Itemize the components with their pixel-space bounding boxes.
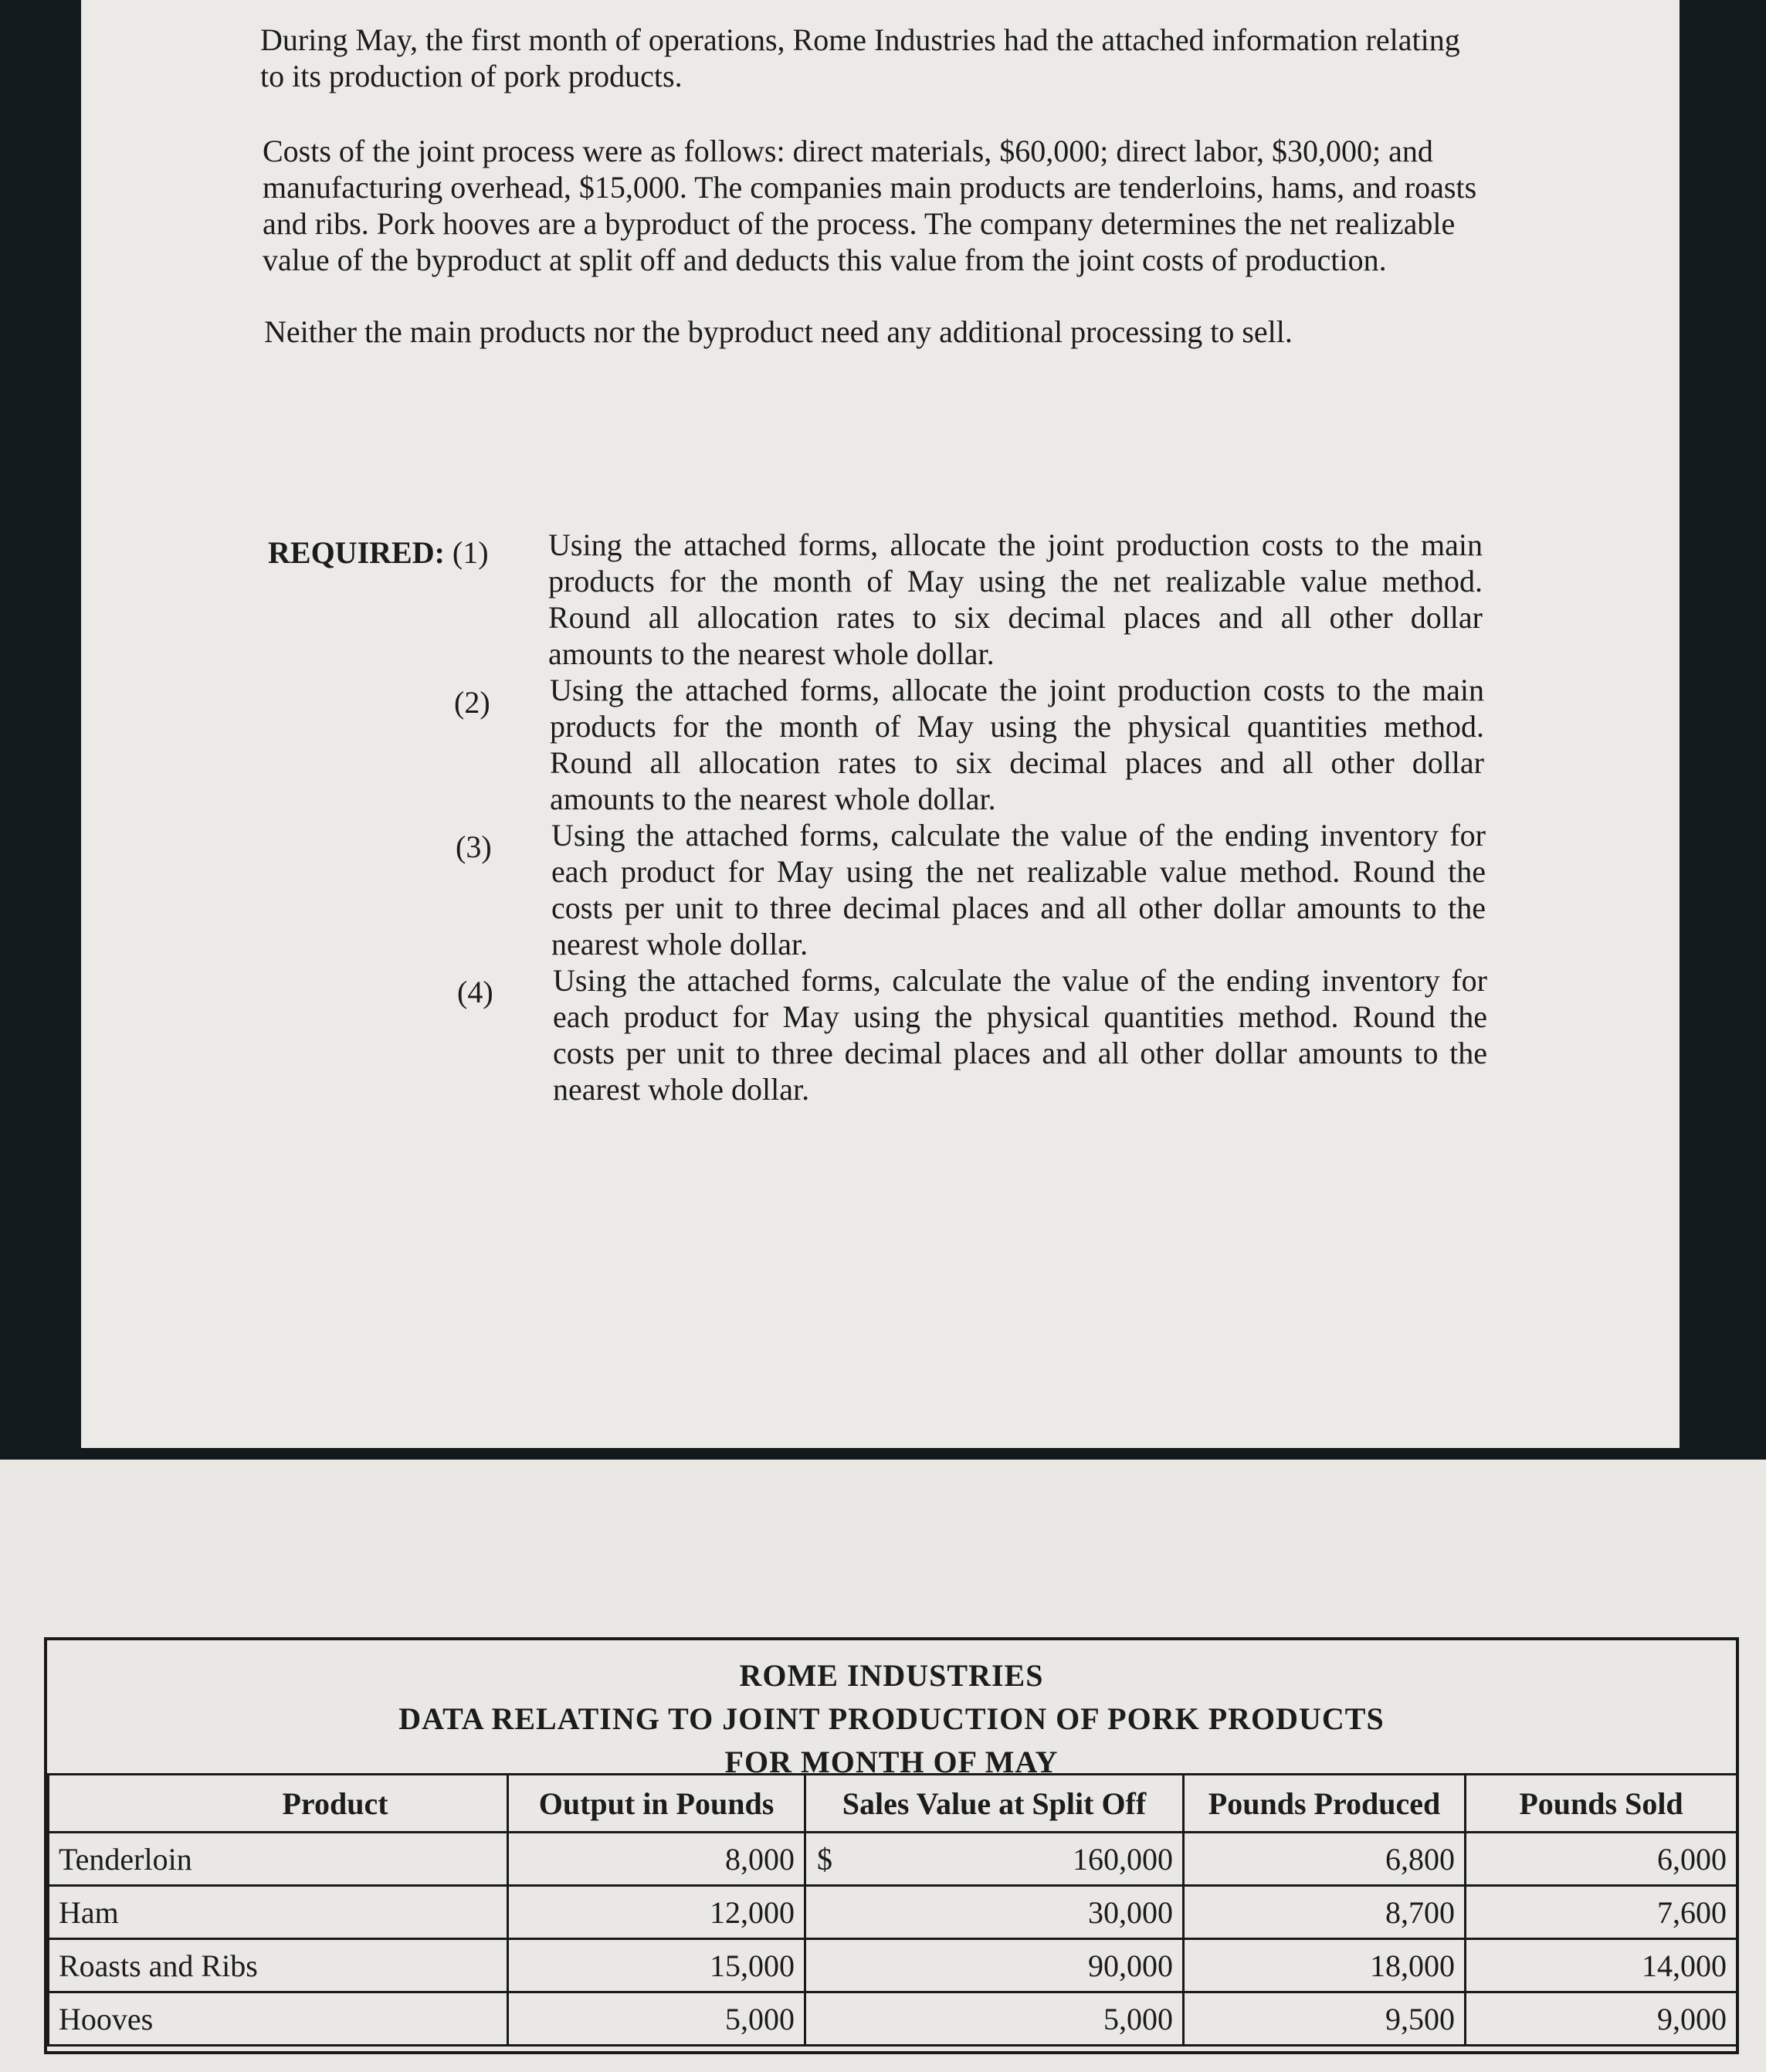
sales-cell: 90,000 <box>805 1939 1184 1992</box>
currency-symbol: $ <box>817 1841 832 1877</box>
sales-value: 160,000 <box>1073 1841 1173 1877</box>
produced-cell: 18,000 <box>1184 1939 1466 1992</box>
table-row <box>49 1992 1737 2046</box>
produced-cell: 8,700 <box>1184 1886 1466 1939</box>
product-cell: Ham <box>49 1886 508 1939</box>
product-cell: Roasts and Ribs <box>49 1939 508 1992</box>
required-item-1-number: (1) <box>452 535 489 570</box>
sales-cell <box>805 1833 1184 1886</box>
output-cell: 5,000 <box>508 1992 805 2046</box>
required-item-2-number: (2) <box>454 685 490 720</box>
production-data-table <box>44 1637 1739 2054</box>
table-row <box>49 1886 1737 1939</box>
intro-paragraph: During May, the first month of operations, Rome Industries had the attached information relating to its production of pork products. <box>260 22 1460 93</box>
data-grid <box>47 1773 1738 2047</box>
processing-paragraph: Neither the main products nor the byproduct need any additional processing to sell. <box>264 314 1293 349</box>
sales-cell: 30,000 <box>805 1886 1184 1939</box>
sales-cell: 5,000 <box>805 1992 1184 2046</box>
required-item-3-text: Using the attached forms, calculate the value of the ending inventory for each product for May using the net realizable value method. Round the costs per unit to three decimal places and all other dollar amounts to the nearest whole dollar. <box>551 818 1486 961</box>
required-heading <box>268 534 489 571</box>
produced-cell: 9,500 <box>1184 1992 1466 2046</box>
output-cell: 12,000 <box>508 1886 805 1939</box>
header-output: Output in Pounds <box>508 1775 805 1833</box>
required-item-2-text: Using the attached forms, allocate the joint production costs to the main products for the month of May using the physical quantities method. Round all allocation rates to six decimal places and all other dollar amounts to the nearest whole dollar. <box>550 673 1484 816</box>
produced-cell: 6,800 <box>1184 1833 1466 1886</box>
required-label: REQUIRED: <box>268 535 445 570</box>
table-row <box>49 1939 1737 1992</box>
output-cell: 15,000 <box>508 1939 805 1992</box>
costs-paragraph: Costs of the joint process were as follows: direct materials, $60,000; direct labor, $30,000; and manufacturing overhead, $15,000. The companies main products are tenderloins, hams, and roasts and ribs. Pork hooves are a byproduct of the process. The company determines the net realizable value of the byproduct at split off and deducts this value from the joint costs of production. <box>263 134 1477 277</box>
table-title-company: ROME INDUSTRIES <box>739 1658 1044 1693</box>
required-item-3-number: (3) <box>456 829 492 864</box>
table-title <box>47 1654 1736 1784</box>
sold-cell: 9,000 <box>1466 1992 1737 2046</box>
output-cell: 8,000 <box>508 1833 805 1886</box>
required-item-4-number: (4) <box>457 975 493 1009</box>
header-sales-value: Sales Value at Split Off <box>805 1775 1184 1833</box>
header-product: Product <box>49 1775 508 1833</box>
header-row <box>49 1775 1737 1833</box>
product-cell: Hooves <box>49 1992 508 2046</box>
sold-cell: 7,600 <box>1466 1886 1737 1939</box>
sold-cell: 14,000 <box>1466 1939 1737 1992</box>
header-pounds-sold: Pounds Sold <box>1466 1775 1737 1833</box>
sold-cell: 6,000 <box>1466 1833 1737 1886</box>
table-title-period: FOR MONTH OF MAY <box>724 1745 1059 1779</box>
header-pounds-produced: Pounds Produced <box>1184 1775 1466 1833</box>
table-row <box>49 1833 1737 1886</box>
required-item-1-text: Using the attached forms, allocate the joint production costs to the main products for the month of May using the net realizable value method. Round all allocation rates to six decimal places and all other dollar amounts to the nearest whole dollar. <box>548 527 1483 671</box>
table-title-subject: DATA RELATING TO JOINT PRODUCTION OF PORK PRODUCTS <box>398 1701 1385 1736</box>
product-cell: Tenderloin <box>49 1833 508 1886</box>
required-item-4-text: Using the attached forms, calculate the value of the ending inventory for each product for May using the physical quantities method. Round the costs per unit to three decimal places and all other dollar amounts to the nearest whole dollar. <box>553 963 1487 1107</box>
